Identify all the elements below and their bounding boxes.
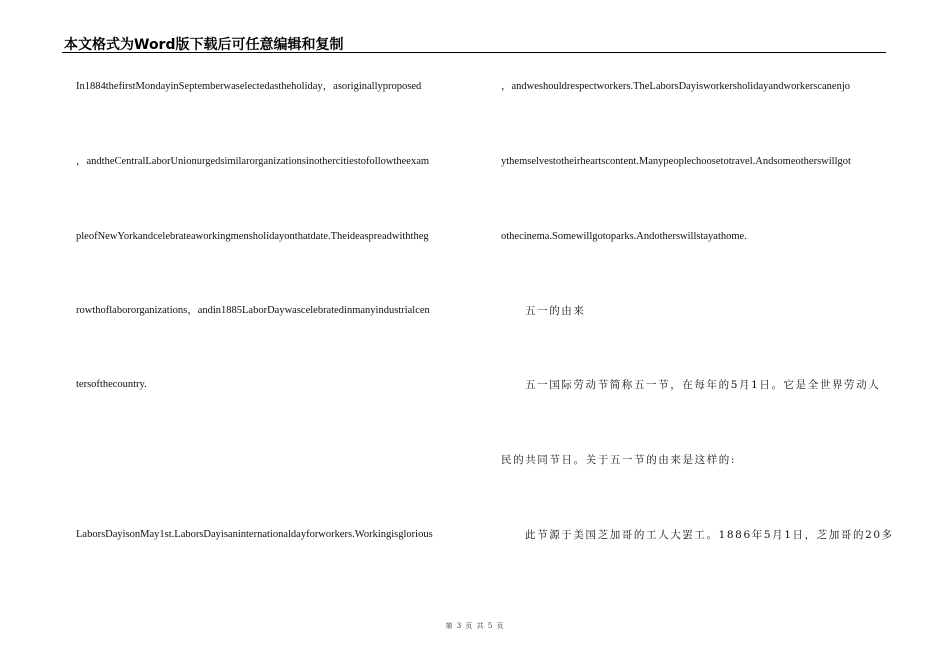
left-line-3: pleofNewYorkandcelebrateaworkingmensholidayonthatdate.Theideaspreadwiththeg: [76, 231, 429, 242]
left-line-6: LaborsDayisonMay1st.LaborsDayisaninternationaldayforworkers.Workingisglorious: [76, 529, 433, 540]
left-line-1: In1884thefirstMondayinSeptemberwaselectedastheholiday，asoriginallyproposed: [76, 81, 422, 92]
right-line-6: 民的共同节日。关于五一节的由来是这样的:: [501, 454, 737, 466]
document-header-title: 本文格式为Word版下载后可任意编辑和复制: [64, 37, 344, 53]
right-line-1: ，andweshouldrespectworkers.TheLaborsDayisworkersholidayandworkerscanenjo: [501, 81, 851, 92]
left-line-5: tersofthecountry.: [76, 379, 147, 390]
section-heading: 五一的由来: [525, 305, 586, 317]
header-divider: [62, 52, 886, 53]
right-line-3: othecinema.Somewillgotoparks.Andotherswillstayathome.: [501, 231, 747, 242]
right-line-5: 五一国际劳动节简称五一节，在每年的5月1日。它是全世界劳动人: [525, 379, 881, 391]
right-line-2: ythemselvestotheirheartscontent.Manypeoplechoosetotravel.Andsomeotherswillgot: [501, 156, 851, 167]
right-line-7: 此节源于美国芝加哥的工人大罢工。1886年5月1日，芝加哥的20多: [525, 529, 894, 541]
left-line-4: rowthoflabororganizations，andin1885LaborDaywascelebratedinmanyindustrialcen: [76, 305, 430, 316]
page-number: 第 3 页 共 5 页: [445, 622, 505, 630]
left-line-2: ，andtheCentralLaborUnionurgedsimilarorganizationsinothercitiestofollowtheexam: [76, 156, 430, 167]
